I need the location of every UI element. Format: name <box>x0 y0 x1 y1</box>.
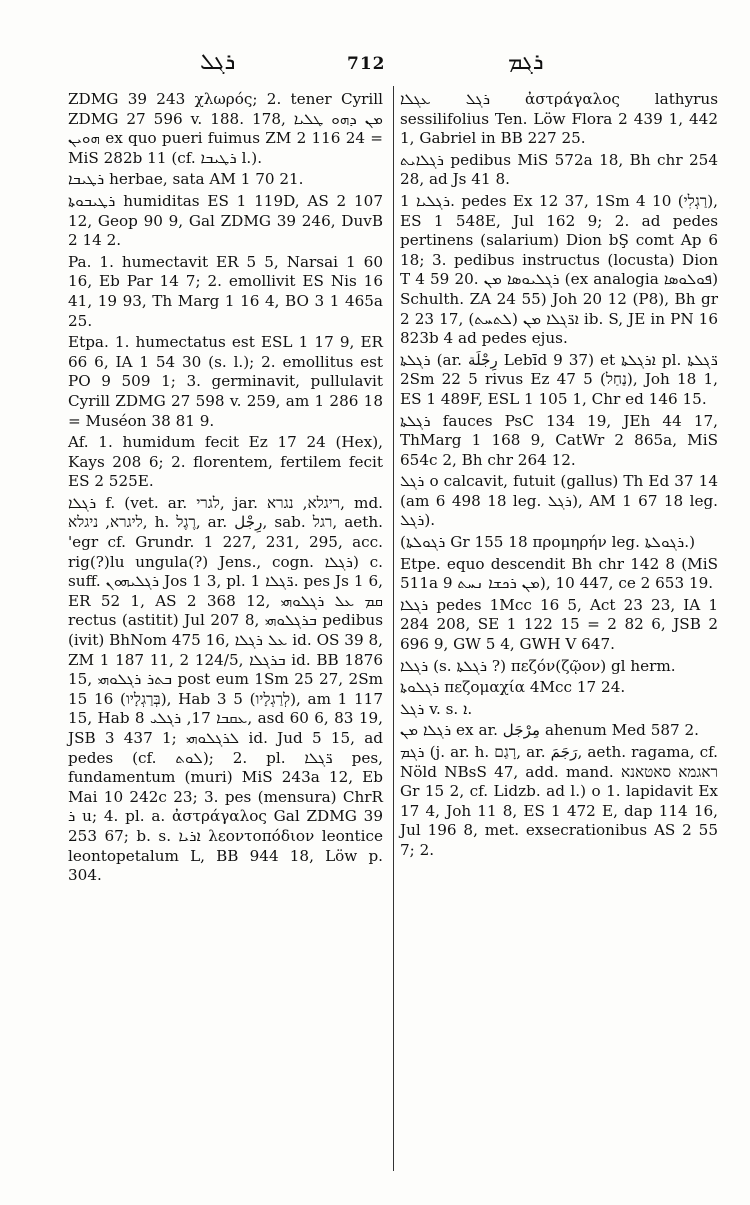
entry-right-13: ܪܓܡ (j. ar. h. רָגַם, ar. رَجَمَ, aeth. ragama, cf. Nöld NBsS 47, add. mand. ראגמא סאטאנא Gr 15 2, cf. Lidzb. ad l.) o 1. lapidavit Ex 17 4, Joh 11 8, ES 1 472 E, dap 114 16, Jul 196 8, met. exsecrationibus AS 2 55 7; 2. <box>400 743 718 859</box>
entry-left-3: Pa. 1. humectavit ER 5 5, Narsai 1 60 16, Eb Par 14 7; 2. emollivit ES Nis 16 41, 19 93, Th Marg 1 16 4, BO 3 1 465a 25. <box>68 252 383 330</box>
entry-right-10: ܪܓܠܘܬܐ πεζομαχία 4Mcc 17 24. <box>400 678 626 697</box>
entry-right-2: ܪܓܠܝܐ 1. pedes Ex 12 37, 1Sm 4 10 (רַגְלִי), ES 1 548E, Jul 162 9; 2. ad pedes pertinens (salarium) Dion bŞ comt Ap 6 18; 3. pedibus instructus (locusta) Dion T 4 59 20. ܪܓܠܝܘܣܐ ܡܢ (ex analogia ܦܘܠܘܣܐ) Schulth. ZA 24 55) Joh 20 12 (P8), Bh gr 2 23 17, ܐܪ̈ܓܠܐ ܡܢ (ܠܬܚܬ) ib. S, JE in PN 16 823b 4 ad pedes ejus. <box>400 191 718 348</box>
entry-left-1: ܪܛܝܒܐ herbae, sata AM 1 70 21. <box>68 170 304 189</box>
entry-right-7: Etpe. equo descendit Bh chr 142 8 (MiS 511a 9 ܡܢ ܪܟܫܐ ܢܚܬ), 447 10, ce 2 653 19. <box>400 554 718 593</box>
page-header <box>0 50 750 80</box>
entry-left-0: ZDMG 39 243 χλωρός; 2. tener Cyrill ZDMG 27 596 v. 188. 178, ܡܢ ܕܗܘ ܛܠܝܐ ܗܘܝܢ ex quo pueri fuimus ZM 2 116 24 = MiS 282b 11 (cf. ܪܛܝܒܐ l.). <box>68 90 383 167</box>
header-right-word: ܪܓܡ <box>508 50 544 75</box>
header-left-word: ܪܓܠ <box>200 50 236 75</box>
page-number: 712 <box>347 54 386 74</box>
entry-right-8: ܪܓܠܐ pedes 1Mcc 16 5, Act 23 23, IA 1 284 208, SE 1 122 15 = 2 82 6, JSB 2 696 9, GW 5 4, GWH V 647. <box>400 595 718 654</box>
entry-right-12: ܪܓܠܐ ܡܢ ex ar. مِرْجَل ahenum Med 587 2. <box>400 721 699 740</box>
entry-right-5: ܪܓܠ o calcavit, futuit (gallus) Th Ed 37 14 (am 6 498 18 leg. ܪܓܠ), AM 1 67 18 leg. ܪܓܠ). <box>400 472 718 530</box>
entry-right-11: ܪܓܠ v. s. ܐ. <box>400 699 473 718</box>
entry-right-6: (ܪܓܘܠܬܐ Gr 155 18 προμηρήν leg. ܪܓܘܠܬܐ.) <box>400 533 696 552</box>
entry-left-6: ܪܓܠܐ f. (vet. ar. לגרי, jar. ריגלא, נגרא, md. ליגרא, ניגלא, h. רֶגֶל, ar. رِجْل, sab. רגל, aeth. 'egr cf. Grundr. 1 227, 231, 295, acc. rig(?)lu ungula(?) Jens., cogn. ܪܓܠܐ) c. suff. ܪܓܠܝܗܘܢ Jos 1 3, pl. ܪ̈ܓܠܐ 1. pes Js 1 6, ER 52 1, AS 2 368 12, ܩܡ ܥܠ ܪܓܠܘܗܝ rectus (astitit) Jul 207 8, ܒܪܓܠܘܗܝ pedibus (ivit) BhNom 475 16, ܥܠ ܪܓܠܐ id. OS 39 8, ZM 1 187 11, 2 124/5, ܒܪܓܠܐ id. BB 1876 15, ܒܬܪ ܪܓܠܘܗܝ post eum 1Sm 25 27, 2Sm 15 16 (בְּרַגְלָיו), Hab 3 5 (לְרַגְלָיו), am 1 117 15, Hab ܥܩܒܐ 17, ܪܓܠܝ 8, asd 60 6, 83 19, JSB 3 437 1; ܠܪܓܠܘܗܝ id. Jud 5 15, ad pedes (cf. ܠܘܬ); 2. pl. ܪ̈ܓܠܐ pes, fundamentum (muri) MiS 243a 12, Eb Mai 10 242c 23; 3. pes (mensura) ChrR ܪ u; 4. pl. a. ἀστράγαλος Gal ZDMG 39 253 67; b. s. ܐܪܝܐ λεοντοπόδιον leontice leontopetalum L, BB 944 18, Löw p. 304. <box>68 493 384 885</box>
entry-left-4: Etpa. 1. humectatus est ESL 1 17 9, ER 66 6, IA 1 54 30 (s. l.); 2. emollitus est PO 9 509 1; 3. germinavit, pullulavit Cyrill ZDMG 27 598 v. 259, am 1 286 18 = Muséon 38 81 9. <box>68 333 383 430</box>
entry-right-0: ܪܓܠ ܥܓܠܐ ἀστράγαλος lathyrus sessilifolius Ten. Löw Flora 2 439 1, 442 1, Gabriel in BB 227 25. <box>400 90 718 148</box>
left-column <box>68 90 383 888</box>
right-column <box>400 90 718 863</box>
entry-right-4: ܪܓܠܬܐ fauces PsC 134 19, JEh 44 17, ThMarg 1 168 9, CatWr 2 865a, MiS 654c 2, Bh chr 264 12. <box>400 411 718 469</box>
entry-left-5: Af. 1. humidum fecit Ez 17 24 (Hex), Kays 208 6; 2. florentem, fertilem fecit ES 2 525E. <box>68 433 383 491</box>
entry-left-2: ܪܛܝܒܘܬܐ humiditas ES 1 119D, AS 2 107 12, Geop 90 9, Gal ZDMG 39 246, DuvB 2 14 2. <box>68 191 383 250</box>
entry-right-3: ܪܓܠܬܐ (ar. رِجْلَة Lebīd 9 37) et ܐܪܓܠܬܐ pl. ܪ̈ܓܠܬܐ 2Sm 22 5 rivus Ez 47 5 (נַחַל), Joh 18 1, ES 1 489F, ESL 1 105 1, Chr ed 146 15. <box>400 350 718 408</box>
column-divider <box>393 86 394 1171</box>
entry-right-1: ܪܓܠܐܝܬ pedibus MiS 572a 18, Bh chr 254 28, ad Js 41 8. <box>400 150 718 189</box>
entry-right-9: ܪܓܠܐ (s. ܪܓܠܬܐ ?) πεζόν(ζῷον) gl herm. <box>400 656 676 675</box>
